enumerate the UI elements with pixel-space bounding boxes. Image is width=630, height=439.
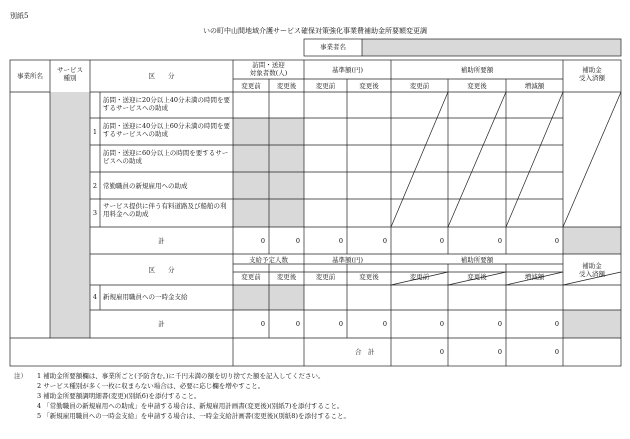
row-text-1a: 訪問・送迎に20分以上40分未満の時間を要するサービスへの助成 [103,96,231,113]
subsidy-before-label-2: 変更前 [409,273,430,281]
supply-before-label: 変更前 [241,273,261,281]
office-name-header: 事業所名 [17,72,43,80]
total-subsidy-diff: 0 [554,348,559,356]
row-text-1c: 訪問・送迎に60分以上の時間を要するサービスへの助成 [103,149,229,166]
base-after-label: 変更後 [359,82,379,90]
document-title: いの町中山間地域介護サービス確保対策強化事業費補助金所要額変更調 [203,27,427,35]
subtotal2-subsidy-diff: 0 [554,320,559,328]
base-before-label: 変更前 [315,82,336,90]
row-text-2: 常勤職員の新規雇用への助成 [103,182,188,190]
applicant-label: 事業者名 [320,43,346,51]
supply-after-label: 変更後 [276,273,297,281]
visit-count-header: 訪問・送迎 対象者数(人) [249,61,288,77]
row-number-4: 4 [92,293,98,301]
category-header-2: 区 分 [148,266,175,274]
subtotal1-count-after: 0 [295,237,300,245]
subtotal-label-2: 計 [158,320,165,328]
subsidy-received-header: 補助金 受入済額 [579,66,605,83]
total-subsidy-before: 0 [439,348,444,356]
service-type-header: サービス 種別 [57,66,83,83]
base-amount-header-2: 基準額(円) [331,256,364,264]
subsidy-received-header-2: 補助金 受入済額 [579,262,605,279]
row-text-3: サービス提供に伴う有料道路及び船舶の利用料金への助成 [103,202,227,219]
total-label: 合 計 [355,348,375,356]
subtotal1-subsidy-diff: 0 [554,237,559,245]
base-before-label-2: 変更前 [315,273,336,281]
subsidy-required-header-2: 補助所要額 [460,256,494,264]
subsidy-diff-label-2: 増減額 [524,273,545,281]
note-3: 3 補助金所要額調明細書(変更)(別紙6)を添付すること。 [37,392,201,400]
notes-prefix: 注） [14,372,27,380]
note-1: 1 補助金所要額欄は、事業所ごと(予防含む。)に千円未満の額を切り捨てた額を記入してください。 [37,372,325,380]
subsidy-after-label: 変更後 [467,82,487,90]
category-header: 区 分 [148,72,175,80]
form-label: 別紙5 [10,12,29,20]
row-text-4: 新規雇用職員への一時金支給 [103,293,188,301]
note-4: 4 「常勤職員の新規雇用への助成」を申請する場合は、新規雇用計画書(変更後)(別紙7)を添付すること。 [37,402,344,410]
subtotal1-count-before: 0 [260,237,265,245]
note-5: 5 「新規雇用職員への一時金支給」を申請する場合は、一時金支給計画書(変更後)(別紙8)を添付すること。 [37,412,350,420]
base-after-label-2: 変更後 [359,273,379,281]
row-number-3: 3 [92,209,98,217]
subtotal2-subsidy-before: 0 [439,320,444,328]
row-number-2: 2 [92,182,98,190]
subtotal2-count-after: 0 [295,320,300,328]
count-after-label: 変更後 [276,82,297,90]
row-number-1: 1 [92,128,98,136]
subsidy-before-label: 変更前 [409,82,430,90]
note-2: 2 サービス種別が多く一枚に収まらない場合は、必要に応じ欄を増やすこと。 [37,382,265,390]
count-before-label: 変更前 [241,82,261,90]
supply-count-header: 支給予定人数 [249,256,288,264]
subtotal-label-1: 計 [158,237,165,245]
subtotal2-base-after: 0 [382,320,387,328]
subtotal1-base-after: 0 [382,237,387,245]
subsidy-after-label-2: 変更後 [467,273,487,281]
subsidy-required-header: 補助所要額 [460,66,494,74]
base-amount-header: 基準額(円) [331,66,364,74]
row-text-1b: 訪問・送迎に40分以上60分未満の時間を要するサービスへの助成 [103,122,231,139]
subtotal2-count-before: 0 [260,320,265,328]
subsidy-diff-label: 増減額 [524,82,545,90]
total-subsidy-after: 0 [497,348,502,356]
subtotal1-base-before: 0 [338,237,343,245]
subtotal2-base-before: 0 [338,320,343,328]
subtotal2-subsidy-after: 0 [497,320,502,328]
subtotal1-subsidy-after: 0 [497,237,502,245]
subtotal1-subsidy-before: 0 [439,237,444,245]
